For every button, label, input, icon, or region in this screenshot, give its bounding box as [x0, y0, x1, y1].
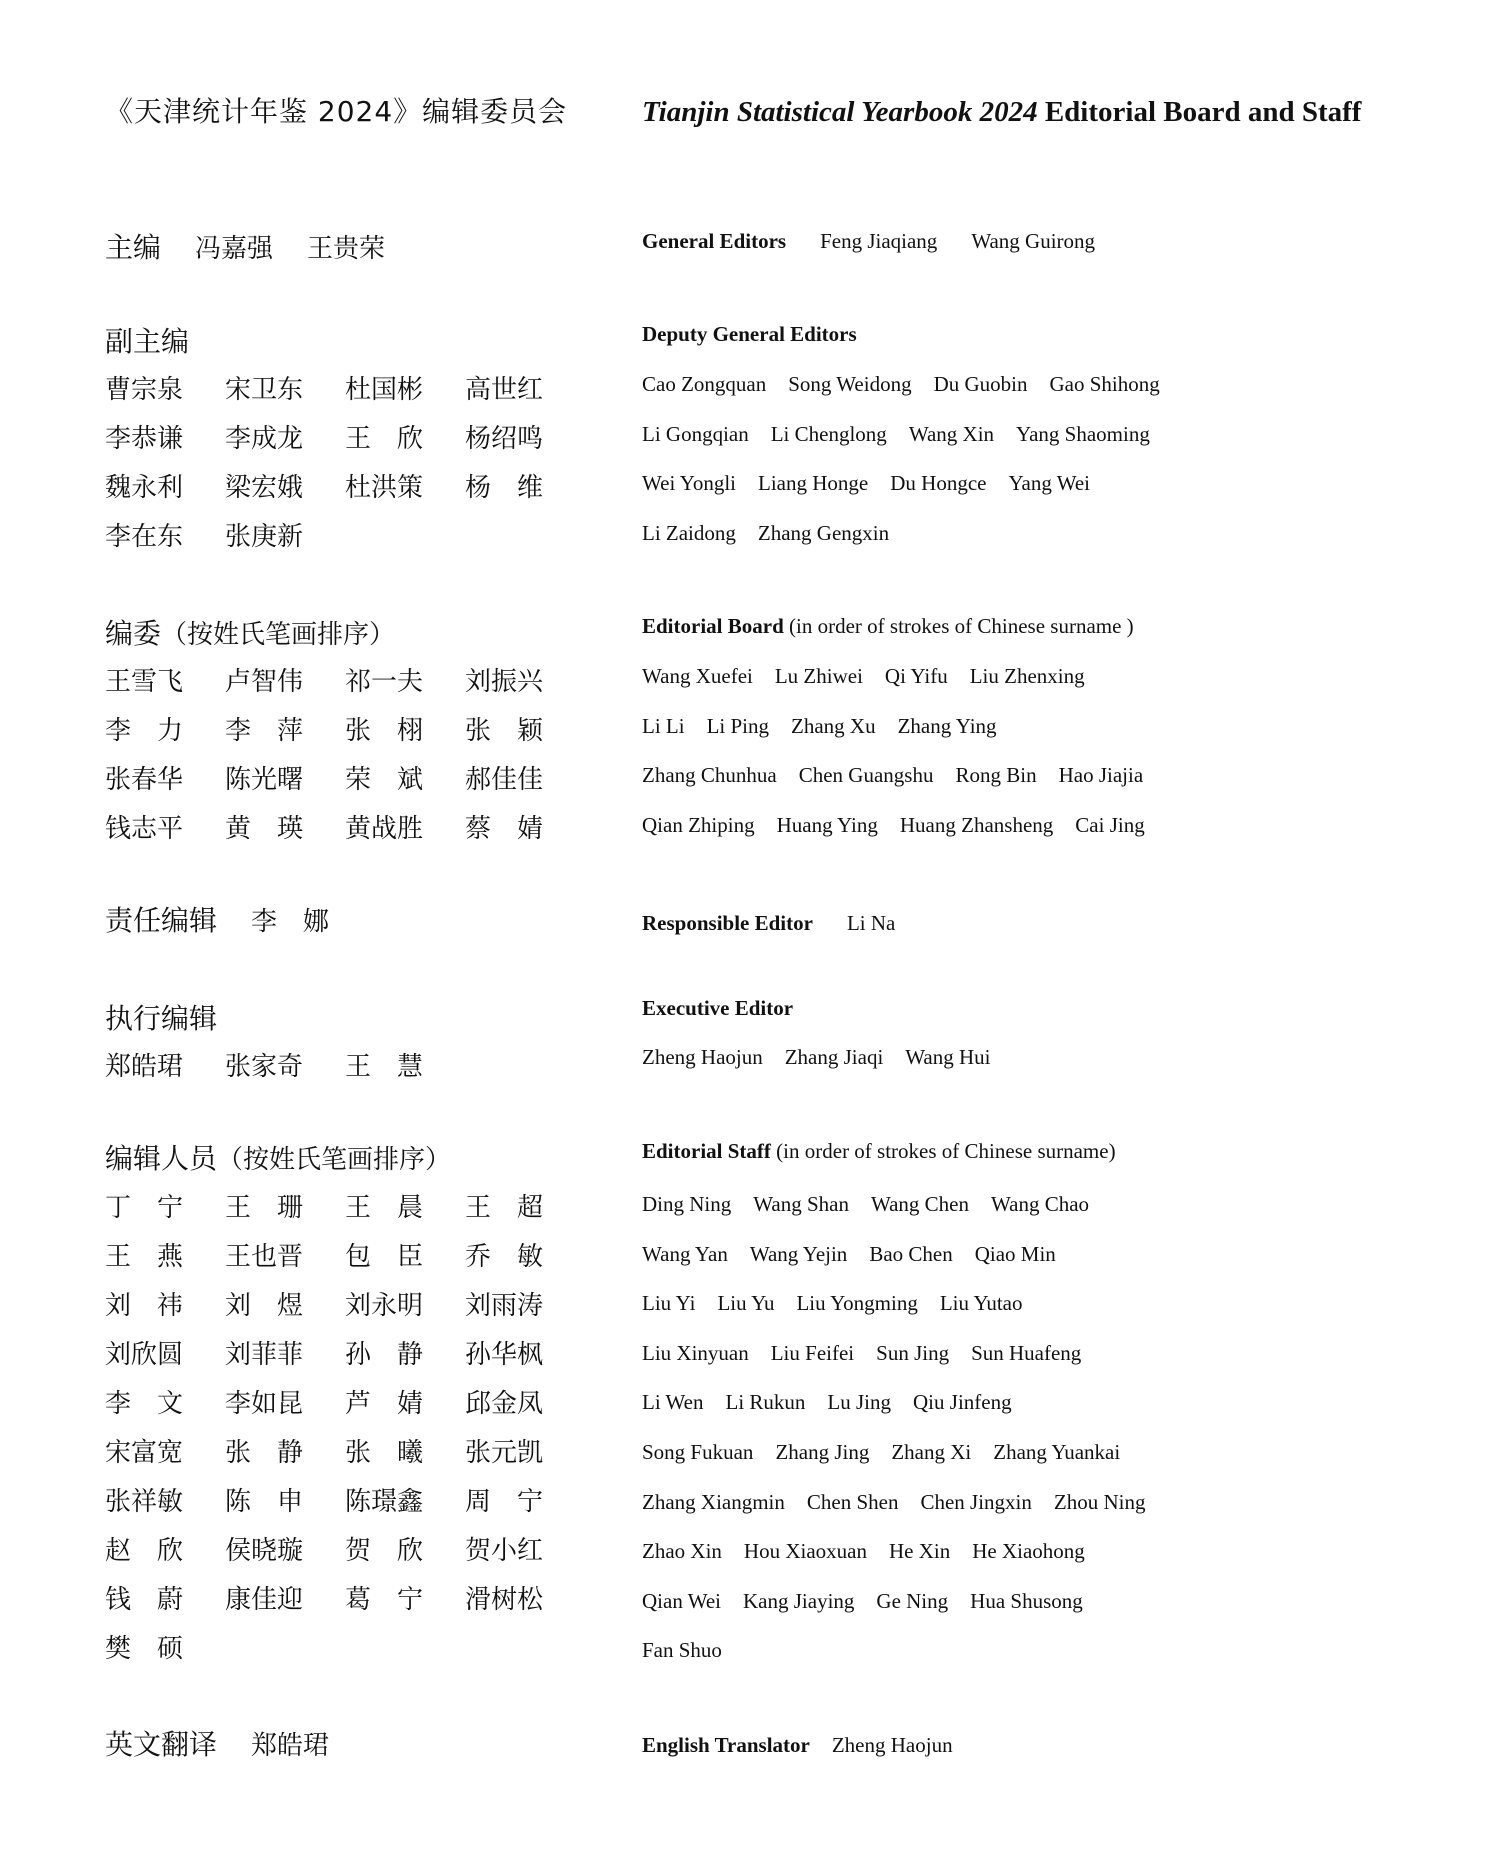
editorial-staff-zh-note: （按姓氏笔画排序）	[217, 1145, 452, 1175]
en-name: Qiu Jinfeng	[913, 1390, 1012, 1415]
zh-row	[105, 816, 585, 865]
zh-name: 陈 申	[225, 1487, 304, 1517]
en-row	[642, 1392, 1167, 1442]
zh-row	[105, 718, 585, 767]
zh-name: 孙华枫	[465, 1340, 544, 1370]
en-row	[642, 1047, 1013, 1068]
en-name: Liu Yongming	[796, 1291, 918, 1316]
en-name: Li Wen	[642, 1390, 704, 1415]
zh-row	[105, 426, 585, 475]
zh-name: 王 欣	[345, 424, 424, 454]
zh-name: 黄 瑛	[225, 814, 304, 844]
responsible-editor-zh-label: 责任编辑	[105, 904, 218, 937]
en-name: Wang Shan	[753, 1192, 849, 1216]
zh-name: 贺小红	[465, 1536, 544, 1566]
en-name: Hao Jiajia	[1058, 763, 1144, 787]
en-name: Bao Chen	[869, 1241, 953, 1266]
en-name: Wang Xuefei	[642, 664, 753, 688]
en-name: Zhang Xiangmin	[642, 1489, 785, 1514]
editorial-board-zh-note: （按姓氏笔画排序）	[161, 620, 396, 650]
responsible-editor-en	[642, 913, 895, 934]
responsible-editor-en-label: Responsible Editor	[642, 911, 813, 935]
en-name: Wang Yejin	[749, 1241, 848, 1266]
en-name: Hua Shusong	[970, 1588, 1083, 1613]
en-name: Wei Yongli	[642, 471, 736, 495]
zh-name: 樊 硕	[105, 1634, 184, 1664]
general-editors-zh	[105, 231, 386, 264]
zh-row	[105, 1293, 585, 1342]
en-name: Zhang Jing	[775, 1439, 870, 1464]
editorial-board-en-title: Editorial Board	[642, 614, 784, 638]
zh-name: 梁宏娥	[225, 473, 304, 503]
executive-editor-en-list	[642, 1047, 1013, 1068]
deputy-editors-en-label: Deputy General Editors	[642, 322, 857, 346]
zh-name: 王 燕	[105, 1242, 184, 1272]
general-editors-en	[642, 231, 1095, 252]
en-name: Huang Ying	[776, 812, 878, 837]
en-name: Wang Hui	[905, 1045, 991, 1069]
editorial-staff-zh-list	[105, 1195, 585, 1685]
en-row	[642, 1194, 1167, 1244]
zh-name: 宋卫东	[225, 375, 304, 405]
zh-name: 刘振兴	[465, 667, 544, 697]
zh-name: 杨绍鸣	[465, 424, 544, 454]
zh-name: 黄战胜	[345, 814, 424, 844]
en-row	[642, 1640, 1167, 1690]
en-name: Zhang Yuankai	[993, 1439, 1121, 1464]
en-name: Hou Xiaoxuan	[743, 1539, 867, 1564]
zh-name: 李 文	[105, 1389, 184, 1419]
editorial-staff-zh-title: 编辑人员	[105, 1142, 218, 1175]
en-name: Qi Yifu	[884, 664, 948, 688]
en-name: Gao Shihong	[1049, 372, 1160, 396]
zh-name: 刘 煜	[225, 1291, 304, 1321]
zh-name: 祁一夫	[345, 667, 424, 697]
en-name: Qian Zhiping	[642, 812, 755, 837]
zh-name: 张祥敏	[105, 1487, 184, 1517]
zh-name: 贺 欣	[345, 1536, 424, 1566]
zh-name: 王 珊	[225, 1193, 304, 1223]
en-name: Yang Shaoming	[1016, 421, 1150, 446]
en-row	[642, 1293, 1167, 1343]
en-name: Du Hongce	[890, 471, 987, 495]
zh-name: 陈璟鑫	[345, 1487, 424, 1517]
en-row	[642, 1489, 1167, 1542]
en-name: Cao Zongquan	[642, 372, 767, 396]
zh-name: 王 慧	[345, 1052, 424, 1082]
zh-name: 蔡 婧	[465, 814, 544, 844]
en-name: Song Fukuan	[642, 1439, 754, 1464]
zh-name: 李 萍	[225, 716, 304, 746]
editorial-board-en-list	[642, 666, 1167, 864]
en-name: Liu Yu	[717, 1291, 775, 1316]
en-name: Lu Jing	[827, 1390, 892, 1415]
en-name: Sun Huafeng	[971, 1340, 1082, 1365]
zh-row	[105, 1054, 465, 1103]
zh-name: 杜国彬	[345, 375, 424, 405]
zh-name: 王 晨	[345, 1193, 424, 1223]
zh-row	[105, 524, 585, 573]
zh-name: 王雪飞	[105, 667, 184, 697]
editorial-board-zh-label	[105, 617, 396, 650]
zh-name: 刘菲菲	[225, 1340, 304, 1370]
en-name: Zhang Xi	[891, 1439, 972, 1464]
page-title-en-rest: Editorial Board and Staff	[1037, 96, 1362, 128]
en-name: Zhang Chunhua	[642, 763, 777, 787]
en-name: Qiao Min	[974, 1241, 1056, 1266]
zh-name: 王 超	[465, 1193, 544, 1223]
zh-row	[105, 1195, 585, 1244]
editorial-board-en-label	[642, 616, 1134, 637]
zh-name: 芦 婧	[345, 1389, 424, 1419]
editorial-board-zh-list	[105, 669, 585, 865]
en-name: Huang Zhansheng	[899, 812, 1054, 837]
en-row	[642, 1588, 1167, 1641]
editorial-board-en-note: (in order of strokes of Chinese surname )	[783, 614, 1134, 638]
zh-name: 康佳迎	[225, 1585, 304, 1615]
en-name: Li Ping	[706, 713, 770, 738]
deputy-editors-zh-list	[105, 377, 585, 573]
en-row	[642, 1241, 1167, 1294]
zh-row	[105, 1391, 585, 1440]
en-name: Li Chenglong	[770, 421, 887, 446]
zh-name: 宋富宽	[105, 1438, 184, 1468]
zh-name: 杨 维	[465, 473, 544, 503]
en-name: He Xin	[888, 1539, 951, 1564]
zh-row	[105, 1342, 585, 1391]
zh-row	[105, 475, 585, 524]
zh-name: 张 静	[225, 1438, 304, 1468]
editorial-board-zh-title: 编委	[105, 617, 162, 650]
zh-row	[105, 1244, 585, 1293]
zh-name: 李如昆	[225, 1389, 304, 1419]
en-row	[642, 421, 1182, 474]
en-name: Lu Zhiwei	[774, 664, 863, 688]
zh-row	[105, 767, 585, 816]
en-name: Ding Ning	[642, 1192, 732, 1216]
zh-row	[105, 1440, 585, 1489]
en-row	[642, 765, 1167, 815]
en-name: Sun Jing	[876, 1340, 950, 1365]
zh-name: 葛 宁	[345, 1585, 424, 1615]
executive-editor-en-label: Executive Editor	[642, 996, 794, 1020]
en-name: Zhang Jiaqi	[784, 1045, 884, 1069]
zh-name: 李 力	[105, 716, 184, 746]
page-title-en	[642, 98, 1361, 127]
en-name: Wang Chao	[991, 1192, 1090, 1216]
deputy-editors-en-list	[642, 374, 1182, 572]
zh-name: 张家奇	[225, 1052, 304, 1082]
en-row	[642, 1541, 1167, 1591]
zh-name: 高世红	[465, 375, 544, 405]
en-name: Chen Guangshu	[798, 763, 934, 787]
en-name: Yang Wei	[1008, 471, 1091, 495]
zh-name: 乔 敏	[465, 1242, 544, 1272]
zh-name: 刘永明	[345, 1291, 424, 1321]
en-name: Qian Wei	[642, 1588, 721, 1613]
en-name: Li Zaidong	[642, 520, 736, 545]
en-name: Zhao Xin	[642, 1539, 722, 1564]
zh-name: 陈光曙	[225, 765, 304, 795]
en-name: Wang Guirong	[971, 229, 1096, 253]
zh-name: 曹宗泉	[105, 375, 184, 405]
en-name: Li Gongqian	[642, 421, 749, 446]
en-name: Liang Honge	[758, 471, 869, 495]
zh-name: 包 臣	[345, 1242, 424, 1272]
en-name: Liu Xinyuan	[642, 1340, 749, 1365]
en-name: Chen Jingxin	[920, 1489, 1032, 1514]
en-name: Liu Feifei	[770, 1340, 855, 1365]
zh-name: 刘雨涛	[465, 1291, 544, 1321]
en-row	[642, 713, 1167, 766]
zh-name: 冯嘉强	[195, 234, 274, 264]
en-name: Fan Shuo	[642, 1638, 722, 1663]
en-name: Zhou Ning	[1053, 1489, 1146, 1514]
zh-name: 李成龙	[225, 424, 304, 454]
zh-name: 周 宁	[465, 1487, 544, 1517]
zh-name: 王也晋	[225, 1242, 304, 1272]
zh-name: 滑树松	[465, 1585, 544, 1615]
en-name: Rong Bin	[955, 763, 1037, 787]
zh-row	[105, 1489, 585, 1538]
en-name: Zhang Ying	[897, 713, 997, 738]
zh-name: 卢智伟	[225, 667, 304, 697]
executive-editor-zh-label: 执行编辑	[105, 1002, 218, 1035]
editorial-staff-zh-label	[105, 1142, 452, 1175]
en-name: Chen Shen	[806, 1489, 899, 1514]
english-translator-en-label: English Translator	[642, 1733, 810, 1757]
zh-name: 郑皓珺	[251, 1731, 330, 1761]
en-row	[642, 812, 1167, 865]
zh-row	[105, 1538, 585, 1587]
en-name: Feng Jiaqiang	[820, 229, 938, 253]
zh-name: 张元凯	[465, 1438, 544, 1468]
en-name: Liu Zhenxing	[969, 664, 1085, 688]
en-name: Wang Yan	[642, 1241, 728, 1266]
zh-name: 邱金凤	[465, 1389, 544, 1419]
en-row	[642, 1439, 1167, 1492]
zh-name: 魏永利	[105, 473, 184, 503]
en-name: Li Li	[642, 713, 685, 738]
english-translator-en	[642, 1735, 953, 1756]
en-name: Wang Xin	[908, 421, 995, 446]
zh-name: 杜洪策	[345, 473, 424, 503]
zh-name: 张春华	[105, 765, 184, 795]
zh-name: 张庚新	[225, 522, 304, 552]
editorial-staff-en-title: Editorial Staff	[642, 1139, 771, 1163]
zh-name: 赵 欣	[105, 1536, 184, 1566]
zh-row	[105, 1636, 585, 1685]
en-name: Ge Ning	[876, 1588, 949, 1613]
zh-row	[105, 669, 585, 718]
en-row	[642, 374, 1182, 424]
en-name: Song Weidong	[788, 372, 912, 396]
zh-name: 王贵荣	[307, 234, 386, 264]
zh-name: 丁 宁	[105, 1193, 184, 1223]
general-editors-zh-label: 主编	[105, 231, 162, 264]
en-name: Kang Jiaying	[743, 1588, 855, 1613]
zh-name: 钱 蔚	[105, 1585, 184, 1615]
en-name: Zheng Haojun	[831, 1733, 953, 1757]
en-row	[642, 520, 1182, 573]
zh-name: 张 曦	[345, 1438, 424, 1468]
en-name: Zheng Haojun	[642, 1045, 763, 1069]
responsible-editor-zh	[105, 904, 330, 937]
en-name: Cai Jing	[1075, 812, 1145, 837]
zh-row	[105, 1587, 585, 1636]
en-row	[642, 666, 1167, 716]
editorial-staff-en-label	[642, 1141, 1116, 1162]
zh-name: 孙 静	[345, 1340, 424, 1370]
zh-name: 李恭谦	[105, 424, 184, 454]
zh-name: 刘欣圆	[105, 1340, 184, 1370]
english-translator-zh	[105, 1728, 330, 1761]
en-name: Li Rukun	[725, 1390, 806, 1415]
editorial-staff-en-note: (in order of strokes of Chinese surname)	[770, 1139, 1116, 1163]
zh-name: 侯晓璇	[225, 1536, 304, 1566]
zh-name: 荣 斌	[345, 765, 424, 795]
en-name: Li Na	[846, 911, 896, 935]
en-name: Liu Yi	[642, 1291, 696, 1316]
zh-row	[105, 377, 585, 426]
zh-name: 郝佳佳	[465, 765, 544, 795]
zh-name: 郑皓珺	[105, 1052, 184, 1082]
page-title-en-italic: Tianjin Statistical Yearbook 2024	[642, 96, 1038, 128]
zh-name: 刘 祎	[105, 1291, 184, 1321]
english-translator-zh-label: 英文翻译	[105, 1728, 218, 1761]
zh-name: 钱志平	[105, 814, 184, 844]
en-name: Liu Yutao	[939, 1291, 1023, 1316]
zh-name: 李 娜	[251, 907, 330, 937]
executive-editor-zh-list	[105, 1054, 465, 1103]
en-name: He Xiaohong	[972, 1539, 1085, 1564]
general-editors-en-label: General Editors	[642, 229, 787, 253]
page-title-zh: 《天津统计年鉴 2024》编辑委员会	[105, 95, 568, 128]
editorial-staff-en-list	[642, 1194, 1167, 1690]
en-row	[642, 1340, 1167, 1393]
zh-name: 张 栩	[345, 716, 424, 746]
en-name: Zhang Xu	[791, 713, 876, 738]
zh-name: 张 颖	[465, 716, 544, 746]
en-name: Zhang Gengxin	[757, 520, 890, 545]
en-name: Du Guobin	[933, 372, 1028, 396]
deputy-editors-zh-label: 副主编	[105, 325, 190, 358]
en-row	[642, 473, 1182, 523]
zh-name: 李在东	[105, 522, 184, 552]
en-name: Wang Chen	[870, 1192, 970, 1216]
